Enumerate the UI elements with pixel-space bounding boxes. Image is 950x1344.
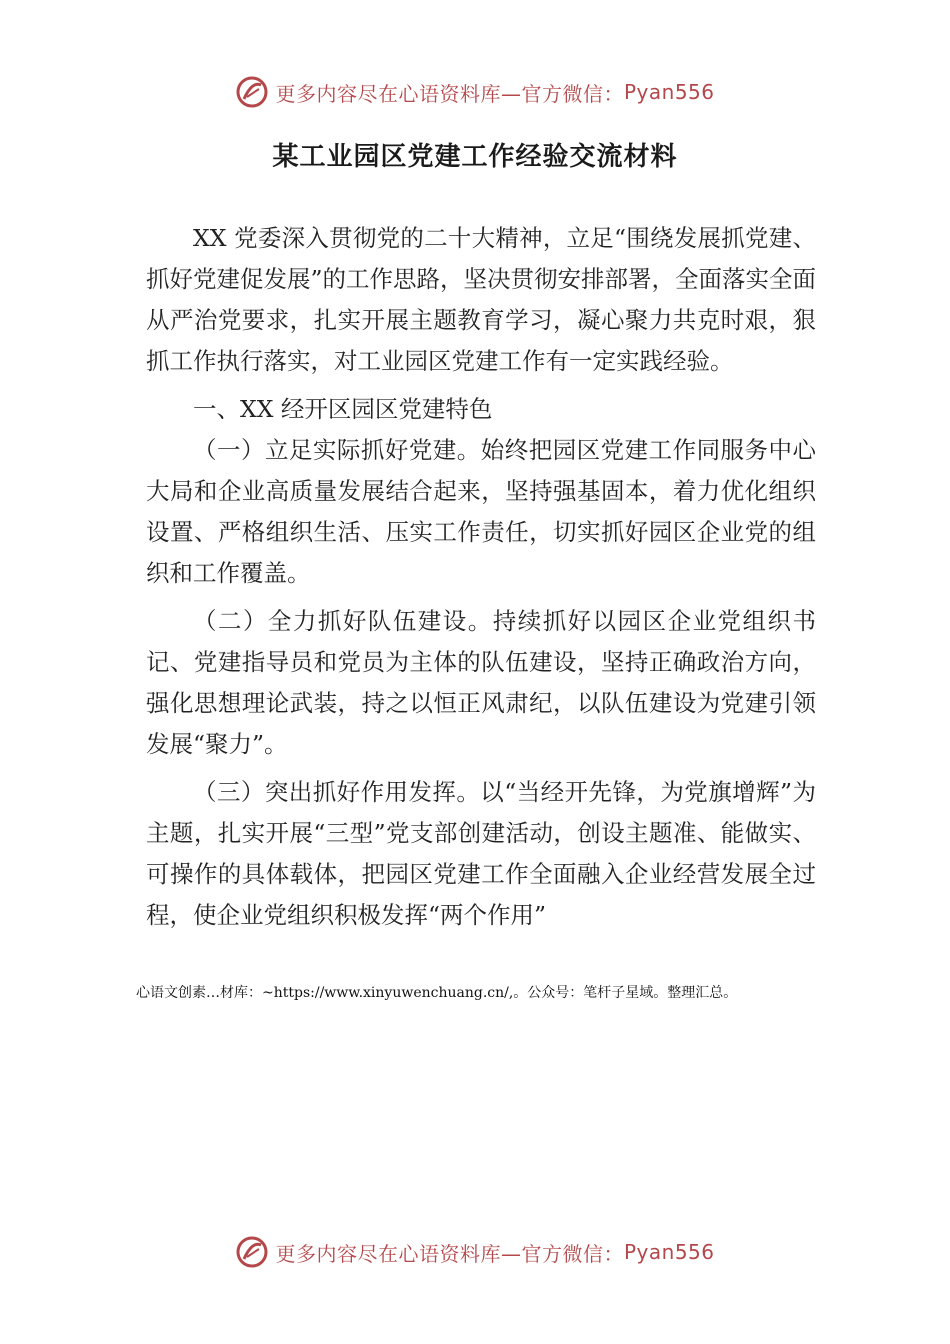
paragraph-item-2: （二）全力抓好队伍建设。持续抓好以园区企业党组织书记、党建指导员和党员为主体的队伍建设，坚持正确政治方向，强化思想理论武装，持之以恒正风肃纪，以队伍建设为党建引领发展“聚力”。: [146, 607, 816, 758]
footer-banner-wechat: Pyan556: [623, 1240, 715, 1264]
document-title: 某工业园区党建工作经验交流材料: [272, 142, 678, 172]
intro-paragraph: XX 党委深入贯彻党的二十大精神，立足“围绕发展抓党建、抓好党建促发展”的工作思路，坚决贯彻安排部署，全面落实全面从严治党要求，扎实开展主题教育学习，凝心聚力共克时艰，狠抓工作执行落实，对工业园区党建工作有一定实践经验。: [146, 224, 817, 375]
header-banner: [0, 70, 950, 114]
paragraph-item-1: （一）立足实际抓好党建。始终把园区党建工作同服务中心大局和企业高质量发展结合起来，坚持强基固本，着力优化组织设置、严格组织生活、压实工作责任，切实抓好园区企业党的组织和工作覆盖。: [146, 436, 816, 587]
brand-logo-icon: [235, 75, 269, 109]
header-banner-text: 更多内容尽在心语资料库—官方微信：: [275, 81, 624, 106]
header-banner-wechat: Pyan556: [623, 80, 715, 104]
footer-banner: [0, 1230, 950, 1274]
section-heading: 一、XX 经开区园区党建特色: [193, 395, 493, 423]
footer-banner-text: 更多内容尽在心语资料库—官方微信：: [275, 1241, 624, 1266]
paragraph-item-3: （三）突出抓好作用发挥。以“当经开先锋，为党旗增辉”为主题，扎实开展“三型”党支部创建活动，创设主题准、能做实、可操作的具体载体，把园区党建工作全面融入企业经营发展全过程，使企业党组织积极发挥“两个作用”: [146, 778, 816, 929]
document-body: [146, 218, 816, 936]
brand-logo-icon: [235, 1235, 269, 1269]
source-footnote: 心语文创素…材库：~https://www.xinyuwenchuang.cn/,。公众号：笔杆子星域。整理汇总。: [136, 985, 738, 1001]
